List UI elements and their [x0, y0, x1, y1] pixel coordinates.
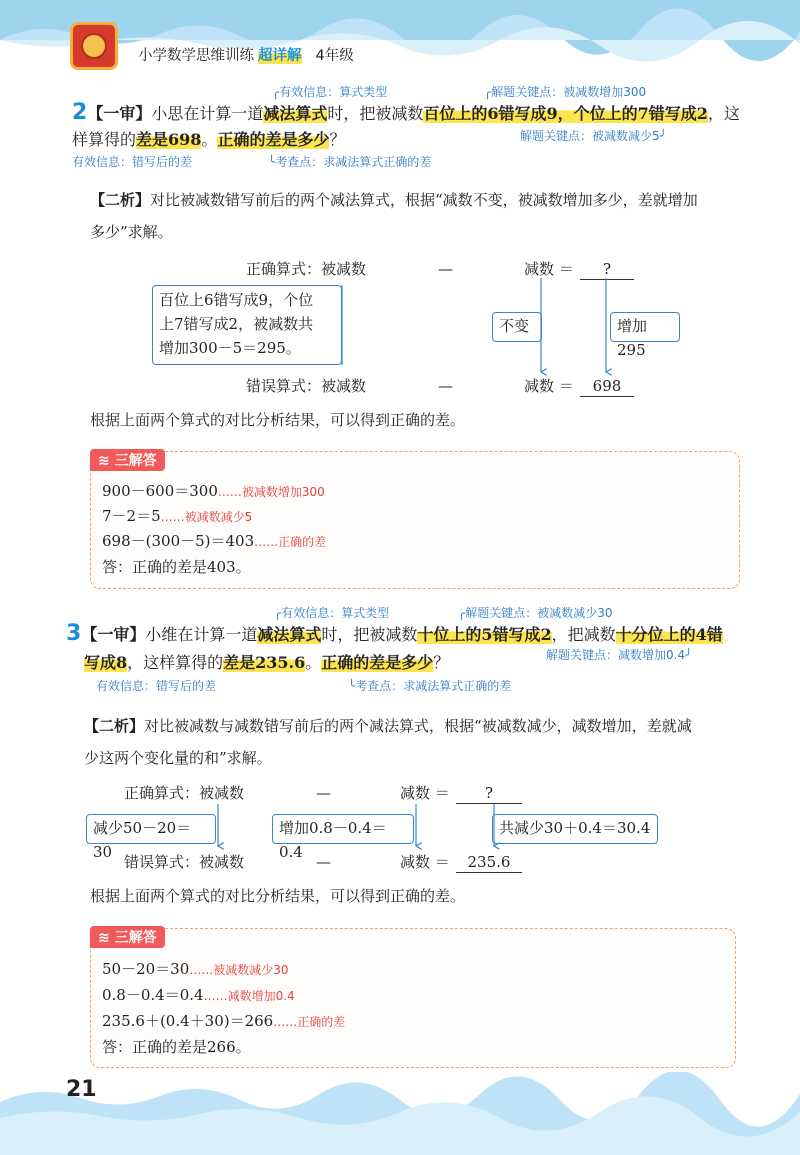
- p2-increase-box: 增加295: [610, 312, 680, 342]
- p3-subtrahend-eq: 减数 ＝: [400, 784, 450, 802]
- p3-answer-line-1: 50－20＝30……被减数减少30: [102, 960, 289, 978]
- problem3-conclusion: 根据上面两个算式的对比分析结果，可以得到正确的差。: [90, 887, 466, 905]
- p2-answer-tag: ≋ 三解答: [90, 449, 165, 471]
- p2-diagram-arrows: [0, 0, 800, 420]
- p3-correct-label: 正确算式：被减数: [124, 784, 245, 802]
- p3-answer-line-2: 0.8－0.4＝0.4……减数增加0.4: [102, 986, 295, 1004]
- p3-wrong-value: 235.6: [456, 852, 522, 873]
- note-p3-type: ╭有效信息：算式类型: [274, 606, 390, 620]
- problem3-analysis-1: 【二析】对比被减数与减数错写前后的两个减法算式，根据“被减数减少，减数增加，差就减: [84, 717, 692, 735]
- p2-wrong-label: 错误算式：被减数: [246, 377, 367, 395]
- p3-minus-wrong: —: [316, 853, 331, 871]
- p2-answer-line-1: 900－600＝300……被减数增加300: [102, 482, 325, 500]
- p3-box-total: 共减少30＋0.4＝30.4: [492, 814, 658, 844]
- p2-minus-wrong: —: [438, 377, 453, 395]
- p3-subtrahend-eq-wrong: 减数 ＝: [400, 853, 450, 871]
- problem3-analysis-2: 少这两个变化量的和”求解。: [84, 749, 272, 767]
- problem3-line2: 写成8，这样算得的差是235.6。正确的差是多少？: [84, 653, 450, 672]
- p2-answer-blank: ?: [580, 259, 634, 280]
- p3-answer-line-3: 235.6＋(0.4＋30)＝266……正确的差: [102, 1012, 346, 1030]
- p2-explain-box: 百位上6错写成9，个位 上7错写成2，被减数共 增加300－5＝295。: [152, 285, 342, 365]
- p3-box-increase: 增加0.8－0.4＝0.4: [272, 814, 414, 844]
- problem2-line1: 2【一审】小思在计算一道减法算式时，把被减数百位上的6错写成9，个位上的7错写成2，这: [72, 100, 740, 125]
- problem2-conclusion: 根据上面两个算式的对比分析结果，可以得到正确的差。: [90, 411, 466, 429]
- p3-final-answer: 答：正确的差是266。: [102, 1038, 251, 1056]
- note-p3-key1: ╭解题关键点：被减数减少30: [458, 606, 613, 620]
- p2-answer-line-3: 698－(300－5)＝403……正确的差: [102, 532, 327, 550]
- p2-subtrahend-eq: 减数 ＝: [524, 260, 574, 278]
- p2-unchanged-box: 不变: [492, 312, 542, 342]
- problem-number: 2: [72, 100, 88, 125]
- p2-subtrahend-eq-wrong: 减数 ＝: [524, 377, 574, 395]
- p3-minus-correct: —: [316, 784, 331, 802]
- p2-answer-line-2: 7－2＝5……被减数减少5: [102, 507, 253, 525]
- note-p3-key2: 解题关键点：减数增加0.4╯: [546, 648, 693, 662]
- header-title: 小学数学思维训练 超详解 4年级: [138, 48, 354, 64]
- p2-minus-correct: —: [438, 260, 453, 278]
- p3-answer-tag: ≋ 三解答: [90, 926, 165, 948]
- note-p2-exam: ╰考查点：求减法算式正确的差: [268, 155, 432, 169]
- note-p2-key2: 解题关键点：被减数减少5╯: [520, 129, 667, 143]
- problem-number: 3: [66, 621, 82, 646]
- problem2-line2: 样算得的差是698。正确的差是多少？: [72, 130, 346, 149]
- p3-answer-blank: ?: [456, 783, 522, 804]
- p2-final-answer: 答：正确的差是403。: [102, 558, 251, 576]
- note-p2-wrong: 有效信息：错写后的差: [72, 155, 193, 169]
- page-number: 21: [66, 1077, 97, 1102]
- p3-wrong-label: 错误算式：被减数: [124, 853, 245, 871]
- problem2-analysis-1: 【二析】对比被减数错写前后的两个减法算式，根据“减数不变，被减数增加多少，差就增加: [90, 191, 698, 209]
- footer-wave-band: [0, 1072, 800, 1155]
- problem2-analysis-2: 多少”求解。: [90, 223, 173, 241]
- p2-correct-label: 正确算式：被减数: [246, 260, 367, 278]
- problem3-line1: 3【一审】小维在计算一道减法算式时，把被减数十位上的5错写成2，把减数十分位上的4错: [66, 621, 723, 646]
- p2-wrong-value: 698: [580, 376, 634, 397]
- note-p2-key1: ╭解题关键点：被减数增加300: [484, 85, 647, 99]
- p3-box-decrease: 减少50－20＝30: [86, 814, 216, 844]
- note-p3-wrong: 有效信息：错写后的差: [96, 679, 217, 693]
- note-p2-type: ╭有效信息：算式类型: [272, 85, 388, 99]
- note-p3-exam: ╰考查点：求减法算式正确的差: [348, 679, 512, 693]
